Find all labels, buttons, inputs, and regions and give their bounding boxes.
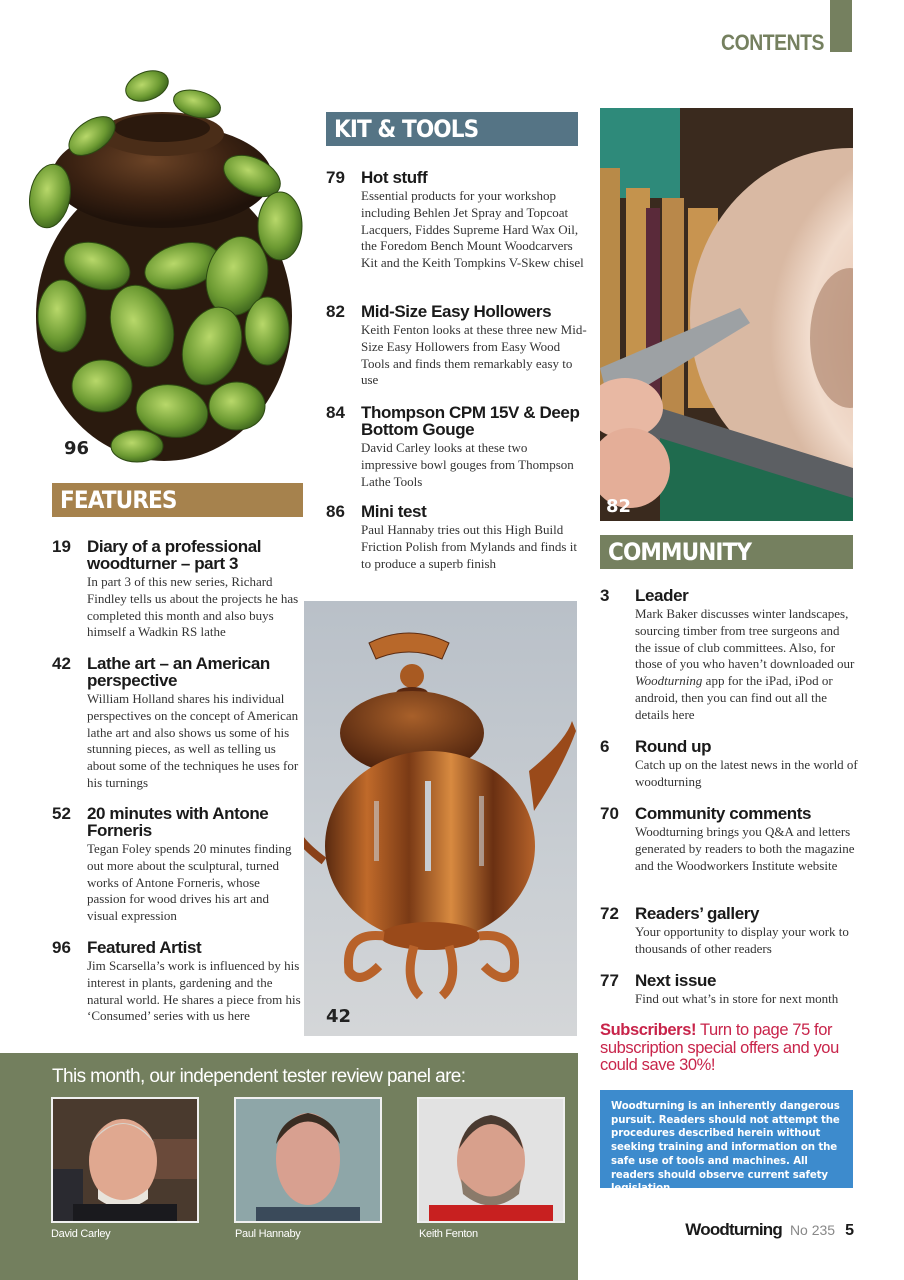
entry-description: David Carley looks at these two impressive bowl gouges from Thompson Lathe Tools bbox=[361, 440, 574, 489]
toc-entry-20-minutes-antone-forneris[interactable] bbox=[52, 805, 292, 925]
toc-entry-readers-gallery[interactable] bbox=[600, 905, 858, 958]
entry-description: Your opportunity to display your work to thousands of other readers bbox=[635, 924, 849, 956]
toc-entry-diary-professional-woodturner[interactable] bbox=[52, 538, 307, 641]
toc-entry-lathe-art[interactable] bbox=[52, 655, 307, 792]
page-section-title: CONTENTS bbox=[721, 30, 824, 55]
entry-title: 20 minutes with Antone Forneris bbox=[87, 804, 269, 840]
community-heading: COMMUNITY bbox=[608, 538, 752, 566]
toc-entry-round-up[interactable] bbox=[600, 738, 858, 791]
entry-page-number: 3 bbox=[600, 586, 610, 605]
desc-text: app for the iPad, iPod or android, then you can find out all the details here bbox=[635, 673, 833, 722]
issue-number: No 235 bbox=[789, 1222, 836, 1238]
tester-portrait bbox=[236, 1099, 380, 1221]
toc-entry-community-comments[interactable] bbox=[600, 805, 858, 874]
entry-title: Featured Artist bbox=[87, 938, 202, 957]
kit-tools-banner bbox=[326, 112, 578, 146]
entry-description: Tegan Foley spends 20 minutes finding out more about the sculptural, turned works of Antone Forneris, whose passion for wood drives his art and visual expression bbox=[87, 841, 292, 924]
entry-description: Woodturning brings you Q&A and letters generated by readers to both the magazine and the Woodworkers Institute website bbox=[635, 824, 855, 873]
entry-title: Mini test bbox=[361, 502, 427, 521]
entry-title: Mid-Size Easy Hollowers bbox=[361, 302, 552, 321]
tester-photo-david-carley[interactable] bbox=[51, 1097, 199, 1223]
entry-page-number: 72 bbox=[600, 904, 619, 923]
entry-page-number: 86 bbox=[326, 502, 345, 521]
entry-page-number: 6 bbox=[600, 737, 610, 756]
contents-tab-marker bbox=[830, 0, 852, 52]
toc-entry-thompson-gouge[interactable] bbox=[326, 404, 586, 490]
featured-artist-vase-image[interactable] bbox=[22, 66, 306, 466]
entry-description: Essential products for your workshop including Behlen Jet Spray and Topcoat Lacquers, Fiddes Supreme Hard Wax Oil, the Foredom Bench Mount Woodcarvers Kit and the Keith Tompkins V-Skew chisel bbox=[361, 188, 584, 271]
tester-name: Paul Hannaby bbox=[235, 1228, 301, 1240]
toc-entry-leader[interactable] bbox=[600, 587, 858, 724]
safety-notice-box: Woodturning is an inherently dangerous pursuit. Readers should not attempt the procedures described herein without seeking training and information on the safe use of tools and machines. All readers should observe current safety legislation. bbox=[600, 1090, 853, 1188]
entry-page-number: 82 bbox=[326, 302, 345, 321]
entry-description: Catch up on the latest news in the world of woodturning bbox=[635, 757, 858, 789]
entry-page-number: 19 bbox=[52, 537, 71, 556]
entry-title: Round up bbox=[635, 737, 712, 756]
lathe-art-teapot-photo[interactable] bbox=[304, 601, 577, 1036]
entry-description: Find out what’s in store for next month bbox=[635, 991, 839, 1006]
subscribers-lead: Subscribers! bbox=[600, 1021, 697, 1039]
entry-title: Next issue bbox=[635, 971, 717, 990]
toc-entry-featured-artist[interactable] bbox=[52, 939, 307, 1025]
toc-entry-mid-size-easy-hollowers[interactable] bbox=[326, 303, 588, 389]
kit-tools-heading: KIT & TOOLS bbox=[334, 115, 479, 143]
entry-description: Keith Fenton looks at these three new Mid-Size Easy Hollowers from Easy Wood Tools and finds them remarkably easy to use bbox=[361, 322, 587, 388]
entry-description: Paul Hannaby tries out this High Build Friction Polish from Mylands and finds it to produce a superb finish bbox=[361, 522, 577, 571]
toc-entry-mini-test[interactable] bbox=[326, 503, 586, 572]
entry-page-number: 79 bbox=[326, 168, 345, 187]
lathe-hollower-photo[interactable] bbox=[600, 108, 853, 521]
entry-page-number: 52 bbox=[52, 804, 71, 823]
tester-panel-title: This month, our independent tester review panel are: bbox=[52, 1066, 466, 1087]
tester-portrait bbox=[53, 1099, 197, 1221]
entry-title: Readers’ gallery bbox=[635, 904, 760, 923]
features-banner bbox=[52, 483, 303, 517]
magazine-brand: Woodturning bbox=[685, 1220, 782, 1239]
desc-text: Mark Baker discusses winter landscapes, sourcing timber from tree surgeons and the issue of club committees. Also, for those of you who haven’t downloaded our bbox=[635, 606, 855, 672]
teapot-illustration bbox=[304, 601, 577, 1036]
page-number: 5 bbox=[845, 1222, 854, 1239]
entry-title: Thompson CPM 15V & Deep Bottom Gouge bbox=[361, 403, 580, 439]
lathe-illustration bbox=[600, 108, 853, 521]
entry-description: Jim Scarsella’s work is influenced by his interest in plants, gardening and the natural world. He shares a piece from his ‘Consumed’ series with us here bbox=[87, 958, 301, 1024]
toc-entry-hot-stuff[interactable] bbox=[326, 169, 586, 272]
entry-page-number: 84 bbox=[326, 403, 345, 422]
entry-title: Leader bbox=[635, 586, 689, 605]
community-banner bbox=[600, 535, 853, 569]
entry-description bbox=[635, 606, 858, 724]
entry-description: In part 3 of this new series, Richard Findley tells us about the projects he has completed this month and also buys himself a Wadkin RS lathe bbox=[87, 574, 299, 640]
entry-page-number: 42 bbox=[52, 654, 71, 673]
features-heading: FEATURES bbox=[60, 486, 177, 514]
tester-portrait bbox=[419, 1099, 563, 1221]
page-footer bbox=[685, 1220, 854, 1240]
toc-entry-next-issue[interactable] bbox=[600, 972, 860, 1008]
entry-title: Hot stuff bbox=[361, 168, 428, 187]
tester-photo-paul-hannaby[interactable] bbox=[234, 1097, 382, 1223]
teapot-page-label: 42 bbox=[326, 1006, 352, 1027]
entry-page-number: 70 bbox=[600, 804, 619, 823]
entry-title: Diary of a professional woodturner – part 3 bbox=[87, 537, 262, 573]
vase-page-label: 96 bbox=[64, 438, 90, 459]
entry-title: Community comments bbox=[635, 804, 812, 823]
entry-page-number: 96 bbox=[52, 938, 71, 957]
tester-photo-keith-fenton[interactable] bbox=[417, 1097, 565, 1223]
entry-title: Lathe art – an American perspective bbox=[87, 654, 270, 690]
desc-italic-publication: Woodturning bbox=[635, 673, 703, 689]
lathe-page-label: 82 bbox=[606, 496, 632, 517]
subscribers-text: Turn to page 75 for subscription special offers and you could save 30%! bbox=[600, 1021, 839, 1074]
tester-name: Keith Fenton bbox=[419, 1228, 478, 1240]
subscribers-promo[interactable] bbox=[600, 1022, 860, 1075]
vase-illustration bbox=[22, 66, 306, 466]
tester-name: David Carley bbox=[51, 1228, 111, 1240]
entry-description: William Holland shares his individual perspectives on the concept of American lathe art and also shows us some of his stunning pieces, as well as telling us about some of the techniques he uses for his turnings bbox=[87, 691, 299, 790]
entry-page-number: 77 bbox=[600, 971, 619, 990]
